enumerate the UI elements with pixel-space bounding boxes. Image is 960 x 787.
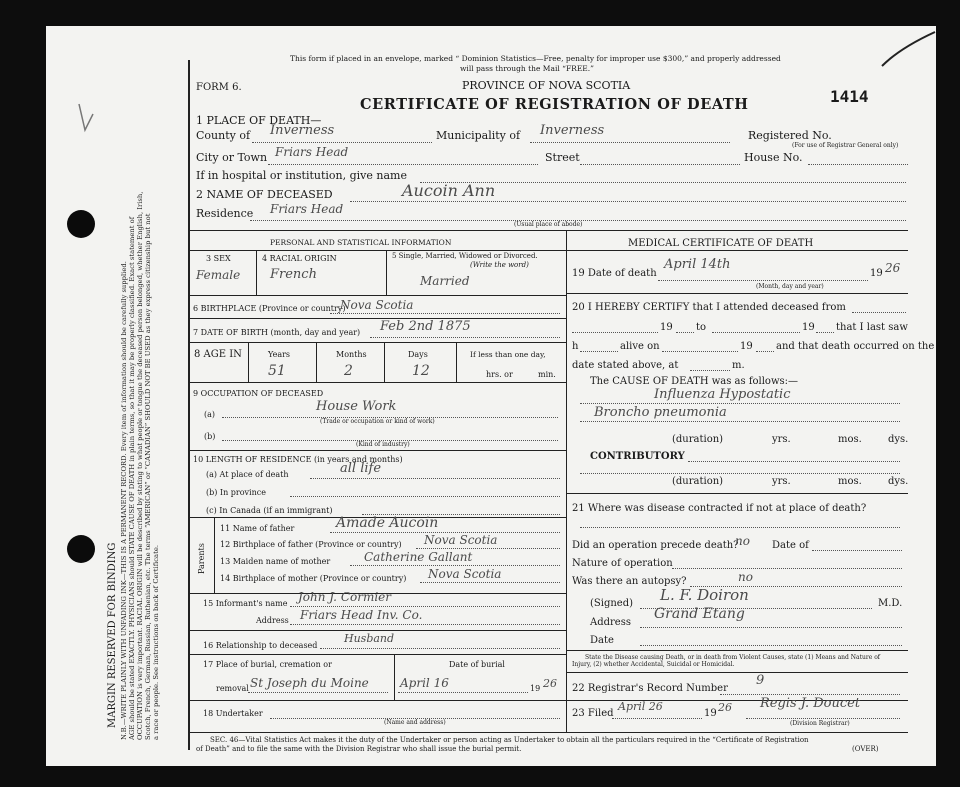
physician-signature: L. F. Doiron (660, 586, 749, 604)
registrar-record-label: 22 Registrar's Record Number (572, 683, 728, 694)
months-label: Months (336, 350, 367, 359)
registrar-note: (Division Registrar) (790, 720, 850, 727)
father-name-value: Amade Aucoin (336, 515, 439, 531)
margin-note-2: AGE should be stated EXACTLY. PHYSICIANS should STATE CAUSE OF DEATH in plain terms, so that it may be properly classified. Exact statement of (128, 216, 136, 740)
informant-address-label: Address (256, 616, 289, 625)
physician-address-value: Grand Etang (654, 606, 745, 622)
from-year-prefix: 19 (660, 322, 673, 333)
birthplace-value: Nova Scotia (340, 298, 414, 312)
corner-check-mark-icon (880, 28, 940, 73)
house-no-label: House No. (744, 151, 803, 164)
contributory-label: CONTRIBUTORY (590, 451, 685, 462)
residence-place-label: (a) At place of death (206, 470, 289, 479)
parents-label: Parents (197, 543, 206, 574)
deceased-name-label: 2 NAME OF DECEASED (196, 188, 333, 201)
date-of-death-value: April 14th (664, 257, 731, 272)
margin-instructions (120, 40, 160, 740)
alive-on-label: alive on (620, 341, 660, 352)
age-days-value: 12 (412, 363, 430, 379)
yrs-label-2: yrs. (772, 476, 791, 487)
burial-date-label: Date of burial (449, 660, 505, 669)
cause-of-death-label: The CAUSE OF DEATH was as follows:— (590, 376, 799, 387)
md-label: M.D. (878, 598, 903, 609)
county-label: County of (196, 129, 251, 142)
contracted-label: 21 Where was disease contracted if not at place of death? (572, 503, 867, 514)
over-label: (OVER) (852, 745, 879, 753)
occupation-label: 9 OCCUPATION OF DECEASED (193, 389, 324, 398)
years-label: Years (268, 350, 291, 359)
burial-place-value: St Joseph du Moine (250, 676, 369, 690)
personal-info-heading: PERSONAL AND STATISTICAL INFORMATION (270, 238, 452, 247)
place-of-death-heading: 1 PLACE OF DEATH— (196, 114, 322, 127)
age-label: 8 AGE IN (194, 349, 242, 360)
autopsy-label: Was there an autopsy? (572, 576, 687, 587)
county-value: Inverness (270, 123, 335, 138)
racial-origin-label: 4 RACIAL ORIGIN (262, 254, 337, 263)
medical-heading: MEDICAL CERTIFICATE OF DEATH (628, 238, 814, 249)
cause-line2-value: Broncho pneumonia (594, 405, 727, 420)
date-stated-label: date stated above, at (572, 360, 679, 371)
burial-place-label: 17 Place of burial, cremation or (203, 660, 332, 669)
margin-note-3: OCCUPATION is very important. RACIAL ORIGIN will be described by stating to what people or tongue the deceased person belonged, whether English, Irish, (136, 191, 144, 740)
informant-address-value: Friars Head Inv. Co. (300, 608, 423, 622)
relationship-label: 16 Relationship to deceased (203, 641, 318, 650)
marital-label: 5 Single, Married, Widowed or Divorced. (392, 252, 538, 260)
margin-binding-label: MARGIN RESERVED FOR BINDING (107, 542, 118, 728)
racial-origin-value: French (270, 267, 317, 282)
alive-year-prefix: 19 (740, 341, 753, 352)
dys-label-1: dys. (888, 434, 909, 445)
binder-hole-bottom (67, 535, 95, 563)
city-label: City or Town (196, 151, 268, 164)
autopsy-value: no (738, 570, 753, 584)
occupation-note: (Trade or occupation or kind of work) (320, 418, 435, 425)
sex-label: 3 SEX (206, 254, 231, 263)
marital-value: Married (420, 274, 470, 288)
less-than-day-label: If less than one day, (470, 350, 546, 359)
residence-label: Residence (196, 207, 254, 220)
province-heading: PROVINCE OF NOVA SCOTIA (462, 79, 631, 92)
form-number: FORM 6. (196, 82, 242, 93)
residence-province-label: (b) In province (206, 488, 266, 497)
mail-notice-line2: will pass through the Mail “FREE.” (460, 64, 594, 73)
duration-label-1: (duration) (672, 434, 724, 445)
city-value: Friars Head (275, 145, 349, 159)
margin-divider (188, 60, 190, 750)
mother-birthplace-label: 14 Birthplace of mother (Province or country) (220, 574, 407, 583)
sex-value: Female (196, 268, 241, 282)
to-label: to (696, 322, 707, 333)
mail-notice-line1: This form if placed in an envelope, marked “ Dominion Statistics—Free, penalty for improper use $300,” and properly addressed (290, 54, 781, 63)
undertaker-note: (Name and address) (384, 719, 446, 726)
alive-h-label: h (572, 341, 579, 352)
min-label: min. (538, 370, 556, 379)
date-of-death-note: (Month, day and year) (756, 283, 824, 290)
age-months-value: 2 (344, 363, 353, 379)
filed-year-value: 26 (718, 701, 732, 714)
hrs-label: hrs. or (486, 370, 513, 379)
age-years-value: 51 (268, 363, 286, 379)
removal-label: removal (216, 684, 249, 693)
abode-note: (Usual place of abode) (514, 221, 583, 228)
registered-no-label: Registered No. (748, 129, 832, 142)
margin-note-5: a race or people. See instructions on back of Certificate. (152, 545, 160, 740)
registrar-record-value: 9 (756, 673, 765, 688)
registered-note: (For use of Registrar General only) (792, 142, 899, 149)
residence-canada-label: (c) In Canada (if an immigrant) (206, 506, 333, 515)
physician-address-label: Address (590, 617, 631, 628)
burial-year-prefix: 19 (530, 684, 541, 693)
occupation-b-label: (b) (204, 432, 216, 441)
filed-year-prefix: 19 (704, 708, 717, 719)
filed-label: 23 Filed (572, 708, 614, 719)
date-of-death-label: 19 Date of death (572, 268, 657, 279)
relationship-value: Husband (344, 632, 395, 645)
father-birthplace-label: 12 Birthplace of father (Province or country) (220, 540, 402, 549)
footer-line1: SEC. 46—Vital Statistics Act makes it the duty of the Undertaker or person acting as Undertaker to obtain all the particulars required in the “Certificate of Registration (210, 736, 809, 744)
father-birthplace-value: Nova Scotia (424, 533, 498, 547)
operation-label: Did an operation precede death? (572, 540, 739, 551)
undertaker-label: 18 Undertaker (203, 709, 263, 718)
physician-date-label: Date (590, 635, 614, 646)
certificate-title: CERTIFICATE OF REGISTRATION OF DEATH (360, 96, 749, 113)
violent-causes-note2: Injury, (2) whether Accidental, Suicidal or Homicidal. (572, 661, 735, 668)
informant-value: John J. Cormier (298, 590, 392, 604)
street-label: Street (545, 151, 580, 164)
dob-label: 7 DATE OF BIRTH (month, day and year) (193, 328, 361, 337)
cause-line1-value: Influenza Hypostatic (654, 387, 791, 402)
residence-value: Friars Head (270, 202, 344, 216)
death-year-prefix: 19 (870, 268, 883, 279)
signed-label: (Signed) (590, 598, 634, 609)
last-saw-label: that I last saw (836, 322, 908, 333)
mother-name-value: Catherine Gallant (364, 550, 473, 564)
duration-label-2: (duration) (672, 476, 724, 487)
dys-label-2: dys. (888, 476, 909, 487)
violent-causes-note1: State the Disease causing Death, or in death from Violent Causes, state (1) Means and Nature of (585, 654, 881, 661)
burial-date-value: April 16 (400, 676, 449, 690)
municipality-label: Municipality of (436, 129, 521, 142)
footer-line2: of Death” and to file the same with the Division Registrar who shall issue the burial permit. (196, 745, 522, 753)
mos-label-1: mos. (838, 434, 862, 445)
mother-birthplace-value: Nova Scotia (428, 567, 502, 581)
informant-label: 15 Informant's name (203, 599, 288, 608)
mos-label-2: mos. (838, 476, 862, 487)
dob-value: Feb 2nd 1875 (380, 319, 471, 334)
residence-length-label: 10 LENGTH OF RESIDENCE (in years and months) (193, 455, 403, 464)
m-label: m. (732, 360, 745, 371)
marital-note: (Write the word) (470, 261, 529, 269)
birthplace-label: 6 BIRTHPLACE (Province or country) (193, 304, 346, 313)
certificate-number: 1414 (830, 87, 869, 106)
death-occurred-label: and that death occurred on the (776, 341, 935, 352)
binder-hole-top (67, 210, 95, 238)
operation-value: no (735, 534, 750, 548)
to-year-prefix: 19 (802, 322, 815, 333)
yrs-label-1: yrs. (772, 434, 791, 445)
nature-of-operation-label: Nature of operation (572, 558, 673, 569)
check-mark-icon (75, 100, 99, 140)
mother-name-label: 13 Maiden name of mother (220, 557, 331, 566)
days-label: Days (408, 350, 428, 359)
municipality-value: Inverness (540, 123, 605, 138)
margin-note-1: N.B.—WRITE PLAINLY WITH UNFADING INK—THIS IS A PERMANENT RECORD. Every item of information should be carefully supplied. (120, 261, 128, 740)
certify-label: 20 I HEREBY CERTIFY that I attended deceased from (572, 302, 846, 313)
burial-year-value: 26 (543, 677, 557, 690)
margin-note-4: Scotch, French, German, Russian, Ruthenian, etc. The terms “AMERICAN” or “CANADIAN” SHOULD NOT BE USED as they express citizenship but not (144, 213, 152, 740)
industry-note: (Kind of industry) (356, 441, 410, 448)
filed-date-value: April 26 (618, 700, 663, 713)
occupation-value: House Work (316, 399, 397, 414)
hospital-label: If in hospital or institution, give name (196, 169, 407, 182)
occupation-a-label: (a) (204, 410, 216, 419)
residence-place-value: all life (340, 461, 382, 476)
operation-date-label: Date of (772, 540, 809, 551)
deceased-name-value: Aucoin Ann (402, 181, 496, 200)
death-year-value: 26 (885, 261, 901, 275)
registrar-signature: Regis J. Doucet (760, 696, 861, 711)
father-name-label: 11 Name of father (220, 524, 295, 533)
